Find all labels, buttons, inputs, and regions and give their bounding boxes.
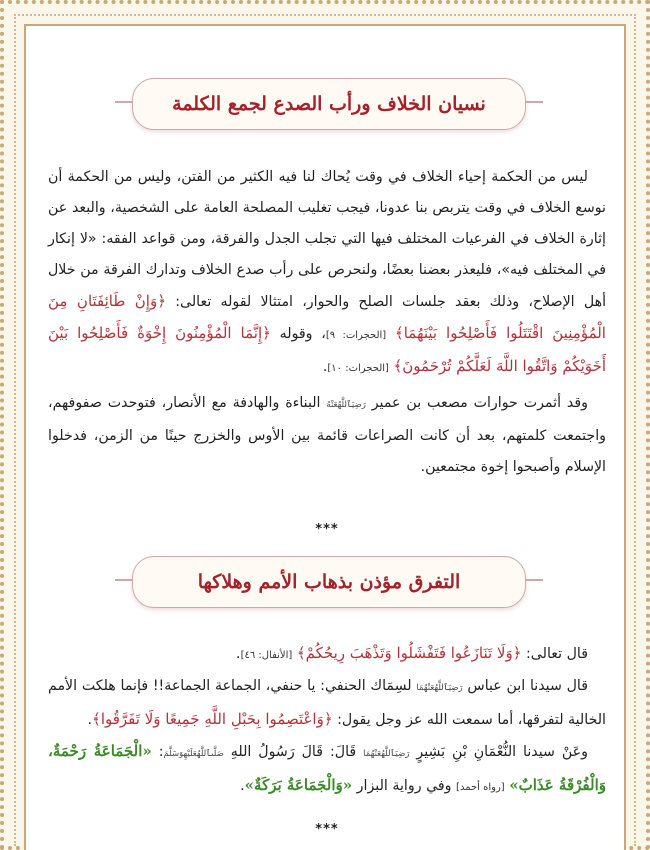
quran-verse-al-imran-103: ﴿وَاعْتَصِمُوا بِحَبْلِ اللَّهِ جَمِيعًا وَلَا تَفَرَّقُوا﴾ <box>92 710 333 728</box>
paragraph-5-text-a: وعَنْ سيدنا النُّعْمَانِ بْنِ بَشِيرٍ <box>409 744 588 760</box>
paragraph-4 <box>48 671 606 736</box>
section-heading-1 <box>132 78 526 130</box>
section-separator-1: *** <box>315 522 339 537</box>
section-title-1: نسيان الخلاف ورأب الصدع لجمع الكلمة <box>172 93 486 115</box>
section-body-1 <box>48 162 606 483</box>
paragraph-4-text-b: لسِمَاك الحنفي: يا حنفي، الجماعة الجماعة!! فإنما هلكت الأمم الخالية لتفرقها، أما سمعت الله عز وجل يقول: <box>48 678 606 728</box>
paragraph-2 <box>48 388 606 483</box>
paragraph-4-text-a: قال سيدنا ابن عباس <box>462 678 588 694</box>
paragraph-4-end: . <box>87 712 93 728</box>
quran-verse-hujurat-10: ﴿إِنَّمَا الْمُؤْمِنُونَ إِخْوَةٌ فَأَصْلِحُوا بَيْنَ أَخَوَيْكُمْ وَاتَّقُوا اللَّهَ لَعَلَّكُمْ تُرْحَمُونَ﴾ <box>48 324 606 375</box>
quran-verse-hujurat-9: ﴿وَإِنْ طَائِفَتَانِ مِنَ الْمُؤْمِنِينَ اقْتَتَلُوا فَأَصْلِحُوا بَيْنَهُمَا﴾ <box>48 292 606 342</box>
honorific-radiya-allahu-anhuma: رَضِيَٱللَّهُعَنْهُمَا <box>416 683 463 693</box>
paragraph-1-text-a: ليس من الحكمة إحياء الخلاف في وقت يُحاك لنا فيه الكثير من الفتن، وليس من الحكمة أن نوسع الخلاف في وقت يتربص بنا عدونا، فيجب تغليب المصلحة العامة على الشخصية، والبعد عن إثارة الخلاف في الفرعيات المختلف فيها التي تجلب الجدل والفرقة، ومن قواعد الفقه: «لا إنكار في المختلف فيه»، فليعذر بعضنا بعضًا، ولنحرص على رأب صدع الخلاف وتدارك الفرقة من خلال أهل الإصلاح، وذلك بعقد جلسات الصلح والحوار، امتثالا لقوله تعالى: <box>48 169 607 310</box>
quran-verse-anfal-46: ﴿وَلَا تَنَازَعُوا فَتَفْشَلُوا وَتَذْهَبَ رِيحُكُمْ﴾ <box>296 644 522 662</box>
section-separator-2: *** <box>315 822 339 837</box>
honorific-radiya-allahu-anhu: رَضِيَٱللَّهُعَنْهُ <box>326 400 366 410</box>
verse-reference-anfal-46: [الأنفال: ٤٦] <box>240 650 293 661</box>
hadith-text-jamaa-baraka: «وَالْجَمَاعَةُ بَرَكَةٌ» <box>244 776 353 794</box>
paragraph-3-end: . <box>236 646 241 662</box>
paragraph-3-text-a: قال تعالى: <box>521 646 588 662</box>
section-body-2 <box>48 638 606 803</box>
paragraph-5-text-b: قَالَ: قَالَ رَسُولُ اللهِ <box>223 744 364 760</box>
content-panel <box>24 24 626 850</box>
hadith-reference-ahmad: [رواه أحمد] <box>456 782 505 793</box>
verse-reference-hujurat-10: [الحجرات: ١٠] <box>327 363 389 374</box>
section-title-2: التفرق مؤذن بذهاب الأمم وهلاكها <box>197 571 461 593</box>
verse-reference-hujurat-9: [الحجرات: ٩] <box>325 330 387 341</box>
paragraph-5-text-d: وفي رواية البزار <box>352 778 457 794</box>
paragraph-5-text-c: : <box>151 744 164 760</box>
honorific-sallallahu-alayhi-wasallam: صَلَّىٱللَّهُعَلَيْهِوَسَلَّمَ <box>163 749 224 759</box>
paragraph-2-text-a: وقد أثمرت حوارات مصعب بن عمير <box>365 395 588 411</box>
paragraph-1 <box>48 162 606 384</box>
honorific-radiya-allahu-anhuma-2: رَضِيَٱللَّهُعَنْهُمَا <box>363 749 410 759</box>
paragraph-1-text-b: ، وقوله <box>270 326 326 342</box>
hadith-text-jamaa-rahma: «الْجَمَاعَةُ رَحْمَةٌ، وَالْفُرْقَةُ عَذَابٌ» <box>48 742 606 794</box>
section-heading-2 <box>132 556 526 608</box>
paragraph-5 <box>48 736 606 803</box>
paragraph-3 <box>48 638 606 671</box>
paragraph-2-text-b: البناءة والهادفة مع الأنصار، فتوحدت صفوفهم، واجتمعت كلمتهم، بعد أن كانت الصراعات قائمة بين الأوس والخزرج حينًا من الزمن، فدخلوا الإسلام وأصبحوا إخوة مجتمعين. <box>48 395 606 475</box>
paragraph-1-end: . <box>322 359 328 375</box>
paragraph-5-end: . <box>240 778 245 794</box>
